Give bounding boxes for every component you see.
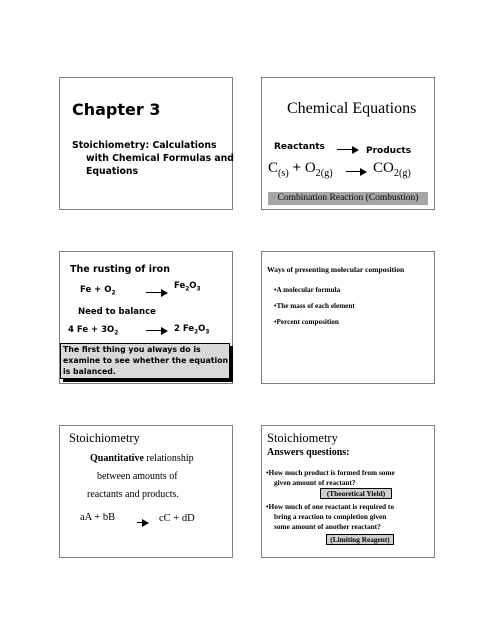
reaction-arrow [337,149,357,150]
limiting-reagent-box: (Limiting Reagent) [326,534,394,545]
question-line: some amount of another reactant? [274,522,381,531]
combustion-equation: $C_{(s)} + O_{2(g)}$ [268,160,333,179]
oxygen: O [304,160,316,176]
need-to-balance: Need to balance [78,307,156,317]
slide-stoichiometry [59,425,233,558]
plus-sign: + [292,160,302,176]
reaction-arrow [146,292,166,293]
slide-title: Chemical Equations [287,100,417,117]
definition-line: between amounts of [97,471,178,482]
unbalanced-left: $Fe + O_2$ [80,285,116,297]
reaction-arrow [137,522,147,523]
slide-rusting-of-iron [59,251,233,384]
products-label: Products [366,146,412,156]
slide-title: Chapter 3 [72,100,161,119]
carbon-dioxide: $CO_{2(g)}$ [373,160,411,179]
note-line: The first thing you always do is [63,345,201,354]
quantitative-word: Quantitative [90,453,144,464]
question-line: bring a reaction to completion given [274,512,387,521]
list-item: •A molecular formula [274,286,341,294]
question-line: •How much product is formed from some [266,468,395,477]
unbalanced-right: $Fe_2O_3$ [174,281,201,293]
general-equation-left: aA + bB [80,512,116,523]
slide-title: The rusting of iron [70,264,170,275]
reaction-arrow [146,330,166,331]
note-line: examine to see whether the equation [63,356,229,365]
combination-reaction-box: Combination Reaction (Combustion) [268,192,428,205]
balanced-left: 4 $Fe + 3O_2$ [68,325,119,337]
slide-subtitle: Answers questions: [267,447,350,458]
subtitle-line: Equations [86,166,139,177]
general-equation-right: cC + dD [159,513,195,524]
theoretical-yield-box: (Theoretical Yield) [320,488,392,499]
balance-note-box [60,343,230,379]
reactants-label: Reactants [274,142,325,152]
slide-chemical-equations [261,77,435,210]
slide-title: Ways of presenting molecular composition [267,265,405,274]
subtitle-line: with Chemical Formulas and [86,153,234,164]
reaction-arrow [346,171,365,172]
list-item: •Percent composition [274,318,339,326]
definition-line: reactants and products. [87,489,179,500]
list-item: •The mass of each element [274,302,355,310]
question-line: given amount of reactant? [274,478,356,487]
balanced-right: 2 $Fe_2O_3$ [174,324,210,336]
slide-molecular-composition [261,251,435,384]
definition-line: Quantitative relationship [90,453,194,464]
subtitle-line: Stoichiometry: Calculations [72,140,217,151]
slide-stoichiometry-questions [261,425,435,558]
slide-title: Stoichiometry [267,431,338,445]
slide-chapter-3 [59,77,233,210]
note-line: is balanced. [63,367,116,376]
carbon: C [268,160,279,176]
question-line: •How much of one reactant is required to [266,502,395,511]
slide-title: Stoichiometry [69,431,140,445]
